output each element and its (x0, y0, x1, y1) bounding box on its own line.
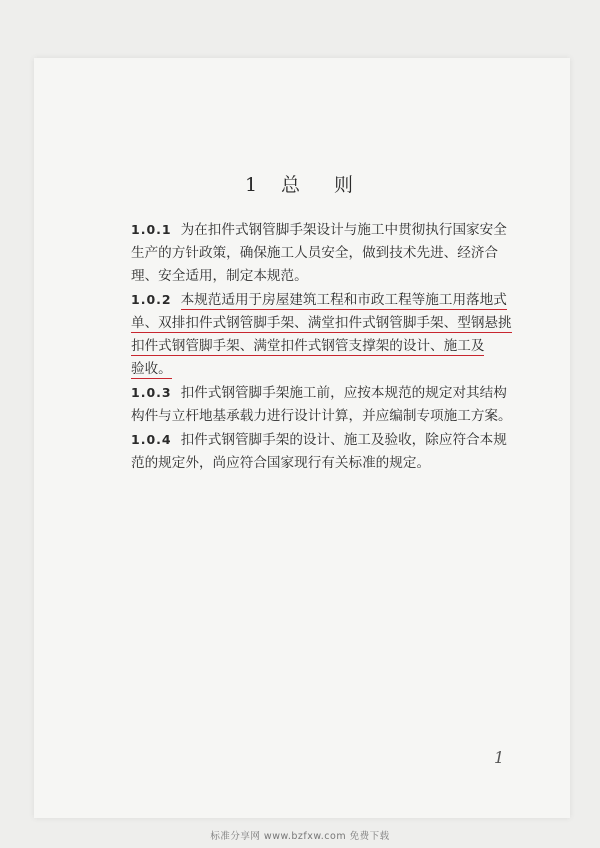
clause-line: 构件与立杆地基承载力进行设计计算，并应编制专项施工方案。 (131, 408, 512, 424)
clause-line: 理、安全适用，制定本规范。 (131, 268, 308, 284)
clause-line (131, 218, 521, 242)
highlighted-clause-text: 扣件式钢管脚手架、满堂扣件式钢管支撑架的设计、施工及 (131, 338, 485, 354)
clause-line: 范的规定外，尚应符合国家现行有关标准的规定。 (131, 455, 431, 471)
clause-line (131, 288, 521, 312)
clause-number: 1.0.1 (131, 222, 172, 237)
watermark-footer: 标准分享网 www.bzfxw.com 免费下载 (210, 831, 390, 842)
chapter-title-word-2: 则 (334, 174, 356, 196)
clause-number: 1.0.4 (131, 432, 172, 447)
clause-1-0-3 (131, 381, 521, 428)
chapter-title (0, 170, 600, 197)
clause-text: 扣件式钢管脚手架的设计、施工及验收，除应符合本规 (180, 432, 507, 448)
chapter-title-word-1: 总 (281, 174, 303, 196)
clause-number: 1.0.3 (131, 385, 172, 400)
clause-line (131, 381, 521, 405)
chapter-number: 1 (244, 174, 260, 196)
clause-line: 生产的方针政策，确保施工人员安全，做到技术先进、经济合 (131, 245, 499, 261)
highlighted-clause-text: 本规范适用于房屋建筑工程和市政工程等施工用落地式 (180, 292, 507, 308)
clause-line (131, 428, 521, 452)
clause-1-0-1 (131, 218, 521, 288)
clause-text: 扣件式钢管脚手架施工前，应按本规范的规定对其结构 (180, 385, 507, 401)
document-body (131, 218, 521, 475)
clause-1-0-4 (131, 428, 521, 475)
highlighted-clause-text: 单、双排扣件式钢管脚手架、满堂扣件式钢管脚手架、型钢悬挑 (131, 315, 512, 331)
clause-1-0-2 (131, 288, 521, 381)
highlighted-clause-text: 验收。 (131, 361, 172, 377)
clause-line (131, 312, 521, 335)
clause-line (131, 335, 521, 358)
clause-line (131, 358, 521, 381)
page-number: 1 (494, 748, 505, 767)
clause-text: 为在扣件式钢管脚手架设计与施工中贯彻执行国家安全 (180, 222, 507, 238)
clause-number: 1.0.2 (131, 292, 172, 307)
